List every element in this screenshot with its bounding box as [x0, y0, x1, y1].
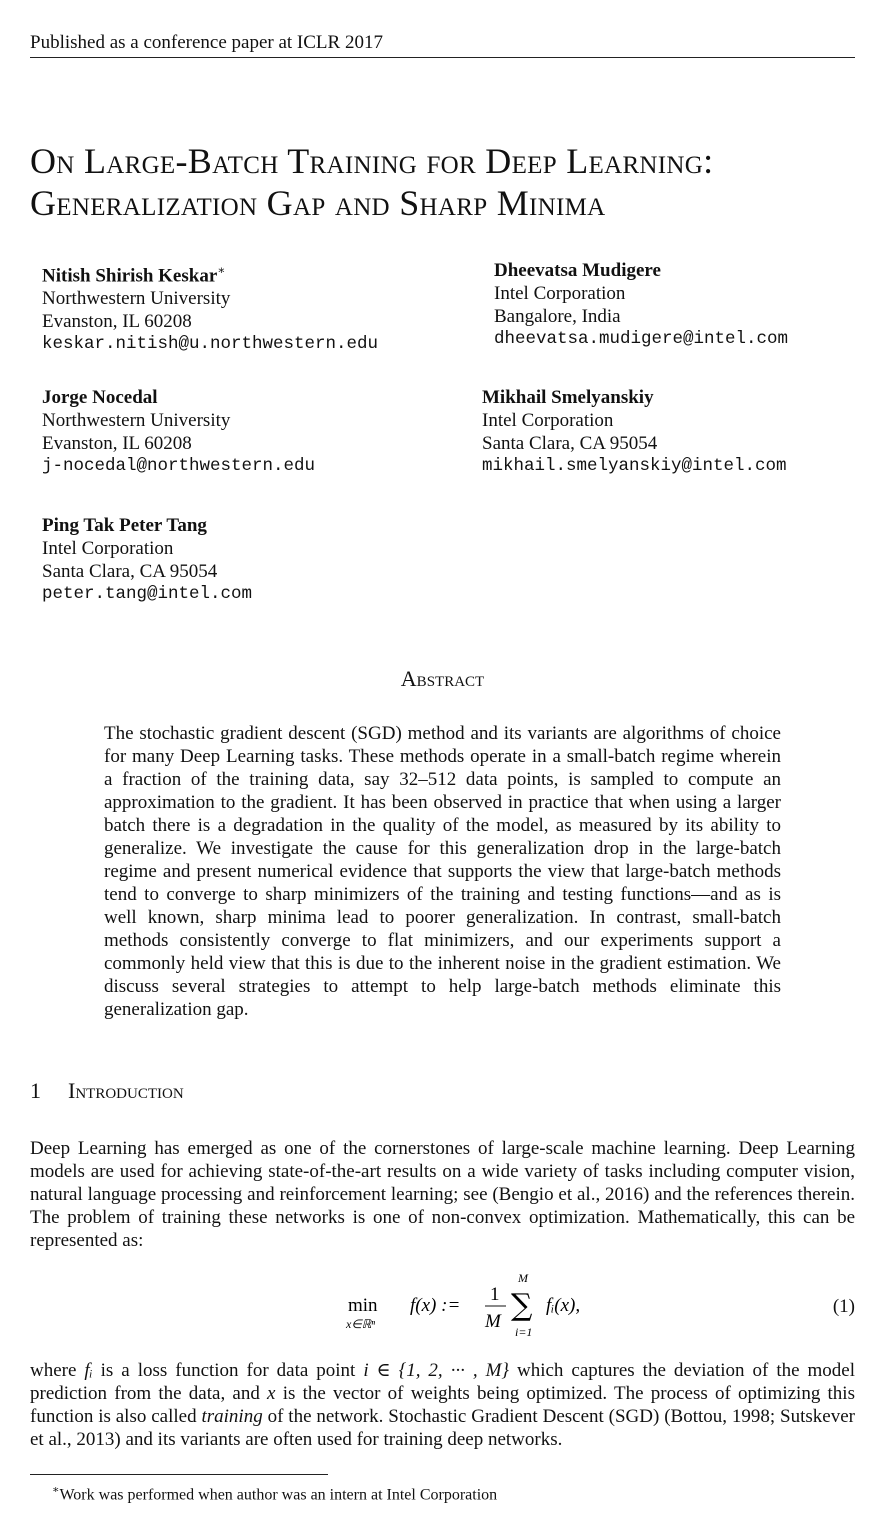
eq-lhs: f(x) :=: [410, 1295, 461, 1316]
author-location: Evanston, IL 60208: [42, 433, 192, 454]
author-block: [42, 386, 315, 478]
footnote: [52, 1480, 497, 1505]
author-email: dheevatsa.mudigere@intel.com: [494, 329, 789, 349]
author-name: Jorge Nocedal: [42, 387, 158, 408]
author-block: [482, 386, 787, 478]
equation-number: (1): [832, 1296, 855, 1317]
text-run: is a loss function for data point: [92, 1360, 364, 1381]
title-line-1: On Large-Batch Training for Deep Learning:: [30, 141, 714, 181]
section-title: Introduction: [68, 1078, 184, 1103]
math-x: x: [267, 1383, 276, 1404]
section-number: 1: [30, 1078, 41, 1103]
author-email: j-nocedal@northwestern.edu: [42, 456, 316, 476]
author-block: [42, 259, 378, 356]
eq-sum-upper: M: [518, 1271, 528, 1285]
math-index-set: i ∈ {1, 2, ··· , M}: [363, 1360, 510, 1381]
author-name: Ping Tak Peter Tang: [42, 515, 207, 536]
author-name: Dheevatsa Mudigere: [494, 260, 661, 281]
equation-1: [30, 1268, 855, 1348]
footnote-text: Work was performed when author was an intern at Intel Corporation: [59, 1486, 498, 1504]
author-affiliation: Northwestern University: [42, 288, 231, 310]
eq-min: min: [348, 1295, 378, 1316]
eq-term: fᵢ(x),: [546, 1295, 581, 1316]
author-location: Evanston, IL 60208: [42, 311, 192, 333]
section-heading-introduction: [30, 1078, 730, 1104]
author-name: Nitish Shirish Keskar: [42, 265, 218, 287]
text-run: where: [30, 1360, 85, 1381]
math-fi: fᵢ: [84, 1360, 93, 1381]
abstract-body: The stochastic gradient descent (SGD) method and its variants are algorithms of choice for many Deep Learning tasks. These methods operate in a small-batch regime wherein a fraction of the training data, say 32–512 data points, is sampled to compute an approximation to the gradient. It has been observed in practice that when using a larger batch there is a degradation in the quality of the model, as measured by its ability to generalize. We investigate the cause for this generalization drop in the large-batch regime and present numerical evidence that supports the view that large-batch methods tend to converge to sharp minimizers of the training and testing functions—and as is well known, sharp minima lead to poorer generalization. In contrast, small-batch methods consistently converge to flat minimizers, and our experiments support a commonly held view that this is due to the inherent noise in the gradient estimation. We discuss several strategies to attempt to help large-batch methods eliminate this generalization gap.: [104, 723, 781, 1020]
author-location: Santa Clara, CA 95054: [42, 561, 218, 582]
author-block: [494, 259, 788, 351]
author-email: keskar.nitish@u.northwestern.edu: [42, 334, 379, 355]
footnote-mark: ∗: [52, 1484, 60, 1496]
eq-sum-lower: i=1: [515, 1325, 533, 1339]
eq-min-subscript: x∈ℝⁿ: [346, 1317, 376, 1331]
paper-title: [30, 140, 860, 224]
author-name: Mikhail Smelyanskiy: [482, 387, 654, 408]
author-location: Santa Clara, CA 95054: [482, 433, 658, 454]
footnote-mark: ∗: [217, 263, 226, 277]
emphasis-training: training: [201, 1406, 263, 1427]
author-block: [42, 514, 252, 606]
author-email: mikhail.smelyanskiy@intel.com: [482, 456, 787, 476]
author-affiliation: Intel Corporation: [42, 538, 174, 559]
text-run: which captures the deviation of the model prediction from the data, and: [30, 1360, 855, 1404]
intro-paragraph-2: [30, 1359, 855, 1451]
author-affiliation: Intel Corporation: [494, 283, 626, 304]
author-affiliation: Intel Corporation: [482, 410, 614, 431]
eq-sigma: ∑: [511, 1288, 533, 1323]
intro-paragraph: Deep Learning has emerged as one of the cornerstones of large-scale machine learning. Deep Learning models are used for achieving state-of-the-art results on a wide variety of tasks including computer vision, natural language processing and reinforcement learning; see (Bengio et al., 2016) and the references therein. The problem of training these networks is one of non-convex optimization. Mathematically, this can be represented as:: [30, 1138, 855, 1251]
running-header: Published as a conference paper at ICLR 2017: [30, 32, 855, 58]
title-line-2: Generalization Gap and Sharp Minima: [30, 183, 606, 223]
author-email: peter.tang@intel.com: [42, 584, 253, 604]
footnote-rule: [30, 1474, 328, 1475]
text-run: is the vector of weights being optimized. The process of optimizing this function is also called: [30, 1383, 855, 1427]
equation-math: [344, 1268, 644, 1348]
text-run: of the network. Stochastic Gradient Descent (SGD) (Bottou, 1998; Sutskever et al., 2013) and its variants are often used for training deep networks.: [30, 1406, 855, 1450]
eq-denominator: M: [485, 1311, 501, 1332]
abstract-heading: Abstract: [400, 666, 485, 691]
author-location: Bangalore, India: [494, 306, 621, 327]
author-affiliation: Northwestern University: [42, 410, 231, 431]
eq-numerator: 1: [490, 1284, 500, 1305]
